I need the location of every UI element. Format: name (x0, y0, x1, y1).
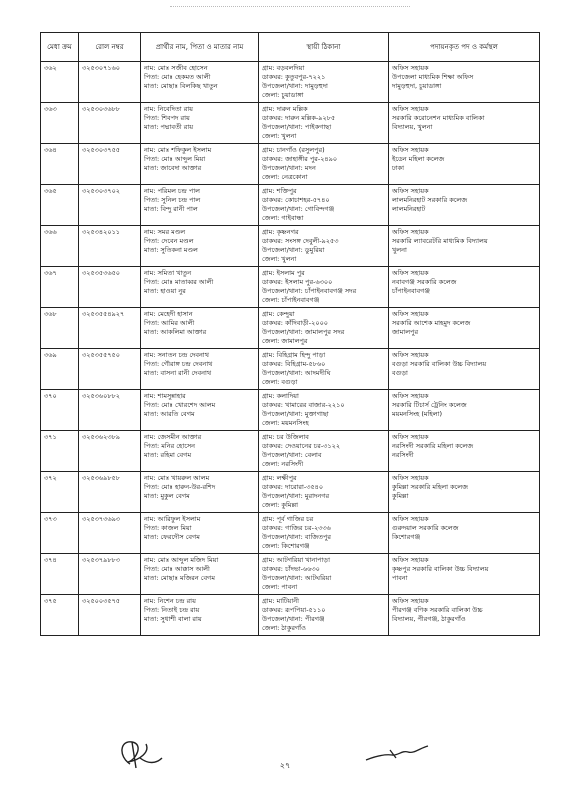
candidate-line: নাম: মেহেদী হাসান (144, 310, 193, 318)
address-line: উপজেলা/থানা: বেলাব (262, 451, 322, 459)
candidate-line: নাম: মোঃ আব্দুল মজিদ মিয়া (144, 556, 219, 564)
posting-line: সরকারি আশেক মাহমুদ কলেজ (392, 319, 471, 327)
roll-cell: ৩২৫০০৩৫৭৫ (79, 595, 141, 636)
serial-cell: ৩৬৯ (41, 349, 79, 390)
serial-cell: ৩৬৬ (41, 226, 79, 267)
posting-line: পীরগঞ্জ বণিক সরকারি বালিকা উচ্চ (392, 606, 483, 614)
roll-cell: ৩২৫৩০৭১৬০ (79, 62, 141, 103)
table-row (41, 513, 540, 554)
posting-line: অফিস সহায়ক (392, 392, 429, 400)
address-cell (259, 308, 389, 349)
posting-line: অফিস সহায়ক (392, 556, 429, 564)
posting-cell (389, 513, 540, 554)
address-line: উপজেলা/থানা: মুক্তাগাছা (262, 410, 329, 418)
candidate-line: নাম: সমিতা খাতুন (144, 269, 192, 277)
posting-line: অফিস সহায়ক (392, 515, 429, 523)
candidate-line: মাতা: রহিমা বেগম (144, 451, 192, 459)
address-line: গ্রাম: বিহিগ্রাম হিন্দু পাড়া (262, 351, 326, 359)
candidate-line: পিতা: নিতাই চন্দ্র রায় (144, 606, 200, 614)
roll-cell: ৩২৫৩৫৫৪৯২৭ (79, 308, 141, 349)
page-number: ২৭ (279, 761, 291, 770)
candidate-line: নাম: সমর মণ্ডল (144, 228, 186, 236)
address-line: গ্রাম: কেন্দুয়া (262, 310, 295, 318)
candidate-line: পিতা: মনির হোসেন (144, 442, 196, 450)
address-line: জেলা: জামালপুর (262, 337, 308, 345)
table-row (41, 267, 540, 308)
candidate-line: নাম: নিশেন চন্দ্র রায় (144, 597, 196, 605)
candidate-line: মাতা: মোছাঃ বিলকিছ খাতুন (144, 82, 218, 90)
posting-cell (389, 267, 540, 308)
posting-line: কৃষ্ণপুর সরকারি বালিকা উচ্চ বিদ্যালয় (392, 565, 489, 573)
roll-cell: ৩২৫৩৬২৩৮৯ (79, 431, 141, 472)
candidate-cell (141, 185, 259, 226)
address-cell (259, 390, 389, 431)
address-line: উপজেলা/থানা: মদন (262, 164, 316, 172)
candidate-line: নাম: মোঃ খায়রুল আলম (144, 474, 210, 482)
candidate-line: মাতা: বাসনা রানী দেবনাথ (144, 369, 212, 377)
candidate-line: মাতা: সুধাশী বালা রায় (144, 615, 202, 623)
candidate-cell (141, 62, 259, 103)
candidate-line: মাতা: ফেরদৌস বেগম (144, 533, 200, 541)
address-line: গ্রাম: আটগরিয়া খানাপাড়া (262, 556, 330, 564)
candidate-line: মাতা: পদ্মাবতী রায় (144, 123, 194, 131)
posting-line: দামুড়হুদা, চুয়াডাঙ্গা (392, 82, 442, 90)
address-line: গ্রাম: কৃষ্ণনগর (262, 228, 299, 236)
serial-cell: ৩৭৫ (41, 595, 79, 636)
candidate-cell (141, 226, 259, 267)
candidate-line: নাম: নিবেদিতা রায় (144, 105, 193, 113)
posting-line: লালমনিরহাট (392, 205, 426, 213)
table-row (41, 349, 540, 390)
candidate-line: নাম: সনাতন চন্দ্র দেবনাথ (144, 351, 209, 359)
address-line: উপজেলা/থানা: পাইকগাছা (262, 123, 332, 131)
address-line: উপজেলা/থানা: চাঁপাইনবাবগঞ্জ সদর (262, 287, 357, 295)
address-cell (259, 226, 389, 267)
address-line: গ্রাম: শক্তিপুর (262, 187, 297, 195)
scan-artifact (170, 6, 410, 11)
address-line: ডাকঘর: ইসলাম পুর-৬৩০০ (262, 278, 333, 286)
table-row (41, 431, 540, 472)
posting-line: নবাবগঞ্জ সরকারি কলেজ (392, 278, 457, 286)
address-cell (259, 185, 389, 226)
address-cell (259, 431, 389, 472)
candidate-cell (141, 390, 259, 431)
posting-line: সরকারি করোনেশন মাধ্যমিক বালিকা (392, 114, 485, 122)
address-line: ডাকঘর: বিহিগ্রাম-৫৮৬০ (262, 360, 326, 368)
table-row (41, 103, 540, 144)
address-line: উপজেলা/থানা: বাজিতপুর (262, 533, 331, 541)
serial-cell: ৩৬৪ (41, 144, 79, 185)
posting-line: ময়মনসিংহ (মহিলা) (392, 410, 443, 418)
signature-left (110, 734, 180, 774)
address-line: গ্রাম: চানগাঁও (রসুলপুর) (262, 146, 325, 154)
candidate-line: মাতা: মোছাঃ মজিরন বেগম (144, 574, 215, 582)
candidate-line: পিতা: গৌরাঙ্গ চন্দ্র দেবনাথ (144, 360, 213, 368)
address-line: জেলা: খুলনা (262, 255, 297, 263)
posting-cell (389, 431, 540, 472)
posting-line: অফিস সহায়ক (392, 146, 429, 154)
posting-line: অফিস সহায়ক (392, 433, 429, 441)
candidate-line: পিতা: মোঃ মাতাব্বর আলী (144, 278, 214, 286)
address-line: জেলা: চুয়াডাঙ্গা (262, 91, 304, 99)
address-line: জেলা: কিশোরগঞ্জ (262, 542, 310, 550)
candidate-line: পিতা: মোঃ আক্কাস আলী (144, 565, 210, 573)
header-posting: পদায়নকৃত পদ ও কর্মস্থল (389, 33, 540, 62)
address-line: জেলা: নেত্রকোনা (262, 173, 308, 181)
address-line: ডাকঘর: কুতুবপুর-৭২২১ (262, 73, 326, 81)
address-line: ডাকঘর: রূপপিয়া-৫১১০ (262, 606, 326, 614)
address-line: গ্রাম: চর উজিলাব (262, 433, 309, 441)
serial-cell: ৩৭২ (41, 472, 79, 513)
serial-cell: ৩৭১ (41, 431, 79, 472)
candidate-line: মাতা: সুতিকনা মণ্ডল (144, 246, 198, 254)
address-cell (259, 554, 389, 595)
posting-line: বিদ্যালয়, পীরগঞ্জ, ঠাকুরগাঁও (392, 615, 466, 623)
candidate-line: মাতা: জাবেদা আক্তার (144, 164, 202, 172)
posting-line: বিদ্যালয়, খুলনা (392, 123, 433, 131)
posting-line: অফিস সহায়ক (392, 269, 429, 277)
candidate-cell (141, 431, 259, 472)
posting-cell (389, 185, 540, 226)
address-line: জেলা: নরসিংদী (262, 460, 304, 468)
candidate-line: পিতা: কাজল মিয়া (144, 524, 192, 532)
candidate-line: পিতা: শিবপদ রায় (144, 114, 190, 122)
address-line: উপজেলা/থানা: আদমদীঘি (262, 369, 331, 377)
results-table (40, 32, 540, 636)
candidate-cell (141, 554, 259, 595)
posting-cell (389, 472, 540, 513)
address-line: জেলা: চাঁপাইনবাবগঞ্জ (262, 296, 320, 304)
posting-line: খুলনা (392, 246, 407, 254)
address-line: ডাকঘর: জাহাঙ্গীর পুর-২৪৯০ (262, 155, 338, 163)
posting-cell (389, 554, 540, 595)
candidate-line: পিতা: মোঃ আব্দুল মিয়া (144, 155, 206, 163)
table-row (41, 226, 540, 267)
address-line: ডাকঘর: কাঁদিবাড়ী-২০০০ (262, 319, 329, 327)
candidate-cell (141, 472, 259, 513)
candidate-line: মাতা: হাওয়া নুর (144, 287, 186, 295)
address-cell (259, 595, 389, 636)
address-line: ডাকঘর: দারুন মল্লিক-৯২৮৫ (262, 114, 336, 122)
table-header-row (41, 33, 540, 62)
candidate-line: নাম: মোঃ শফিকুল ইসলাম (144, 146, 212, 154)
posting-line: অফিস সহায়ক (392, 187, 429, 195)
posting-line: বগুড়া (392, 369, 408, 377)
serial-cell: ৩৭৪ (41, 554, 79, 595)
serial-cell: ৩৬৭ (41, 267, 79, 308)
candidate-cell (141, 308, 259, 349)
serial-cell: ৩৬২ (41, 62, 79, 103)
address-line: গ্রাম: লক্ষীপুর (262, 474, 297, 482)
posting-cell (389, 62, 540, 103)
address-line: জেলা: বগুড়া (262, 378, 298, 386)
address-line: জেলা: ঠাকুরগাঁও (262, 624, 306, 632)
posting-line: অফিস সহায়ক (392, 310, 429, 318)
roll-cell: ৩২৫৩৫৩৬৫০ (79, 267, 141, 308)
candidate-line: পিতা: মোঃ খোরশেদ আলম (144, 401, 216, 409)
candidate-line: নাম: আরিফুল ইসলাম (144, 515, 201, 523)
candidate-line: মাতা: আরতি বেগম (144, 410, 195, 418)
table-row (41, 144, 540, 185)
roll-cell: ৩২৫৩৭৩৬৯৩ (79, 513, 141, 554)
candidate-line: পিতা: মোঃ হারুন-উর-রশিদ (144, 483, 216, 491)
table-row (41, 62, 540, 103)
address-line: গ্রাম: কলাদিয়া (262, 392, 299, 400)
address-line: উপজেলা/থানা: জামালপুর সদর (262, 328, 345, 336)
table-row (41, 595, 540, 636)
address-cell (259, 103, 389, 144)
roll-cell: ৩২৫৩০৩৬৮৮ (79, 103, 141, 144)
posting-line: অফিস সহায়ক (392, 351, 429, 359)
candidate-cell (141, 267, 259, 308)
header-name: প্রার্থীর নাম, পিতা ও মাতার নাম (141, 33, 259, 62)
serial-cell: ৩৬৮ (41, 308, 79, 349)
table-row (41, 472, 540, 513)
address-line: গ্রাম: দারুন মল্লিক (262, 105, 308, 113)
posting-line: সরকারি ল্যাবরেটরি মাধ্যমিক বিদ্যালয় (392, 237, 488, 245)
address-line: ডাকঘর: খামারের বাজার-২২১০ (262, 401, 345, 409)
roll-cell: ৩২৫৩৫৫৭৫০ (79, 349, 141, 390)
address-cell (259, 62, 389, 103)
posting-cell (389, 144, 540, 185)
address-line: ডাকঘর: দারোরা-৩৫৪০ (262, 483, 324, 491)
posting-line: ঢাকা (392, 164, 404, 172)
address-line: ডাকঘর: গাজির চর-২৩৩৬ (262, 524, 331, 532)
address-line: ডাকঘর: চাঁদভা-৬৬৩০ (262, 565, 320, 573)
posting-cell (389, 103, 540, 144)
candidate-cell (141, 103, 259, 144)
candidate-line: নাম: শামসুন্নাহার (144, 392, 186, 400)
candidate-line: পিতা: আমির আলী (144, 319, 195, 327)
address-line: উপজেলা/থানা: দামুড়হুদা (262, 82, 328, 90)
posting-line: ইডেন মহিলা কলেজ (392, 155, 445, 163)
posting-line: অফিস সহায়ক (392, 228, 429, 236)
candidate-cell (141, 349, 259, 390)
posting-line: গুরুদয়াল সরকারি কলেজ (392, 524, 459, 532)
address-cell (259, 472, 389, 513)
candidate-line: নাম: পরিমল চন্দ্র পাল (144, 187, 200, 195)
candidate-cell (141, 513, 259, 554)
posting-cell (389, 349, 540, 390)
posting-line: কিশোরগঞ্জ (392, 533, 421, 541)
roll-cell: ৩২৫৩০৩৭০২ (79, 185, 141, 226)
posting-line: উপজেলা মাধ্যমিক শিক্ষা অফিস (392, 73, 474, 81)
address-line: গ্রাম: পূর্ব গাজির চর (262, 515, 314, 523)
header-serial: মেধা ক্রম (41, 33, 79, 62)
address-line: উপজেলা/থানা: মুরাদনগর (262, 492, 330, 500)
candidate-cell (141, 144, 259, 185)
posting-line: নরসিংদী (392, 451, 414, 459)
header-address: স্থায়ী ঠিকানা (259, 33, 389, 62)
address-line: গ্রাম: বড়বলদিয়া (262, 64, 305, 72)
address-cell (259, 267, 389, 308)
posting-line: চাঁপাইনবাবগঞ্জ (392, 287, 430, 295)
table-row (41, 308, 540, 349)
roll-cell: ৩২৫৩৭৯৮৮৩ (79, 554, 141, 595)
signature-right (362, 742, 432, 766)
posting-line: কুমিল্লা সরকারি মহিলা কলেজ (392, 483, 468, 491)
posting-cell (389, 390, 540, 431)
posting-line: অফিস সহায়ক (392, 64, 429, 72)
address-line: ডাকঘর: দেওয়ানের চর-৩১২২ (262, 442, 341, 450)
candidate-line: পিতা: সুনিল চন্দ্র পাল (144, 196, 201, 204)
candidate-cell (141, 595, 259, 636)
address-line: গ্রাম: ইসলাম পুর (262, 269, 305, 277)
roll-cell: ৩২৫৩৬৯৮৫৮ (79, 472, 141, 513)
roll-cell: ৩২৫৩৬০৮৮২ (79, 390, 141, 431)
posting-cell (389, 595, 540, 636)
serial-cell: ৩৬৫ (41, 185, 79, 226)
posting-line: অফিস সহায়ক (392, 597, 429, 605)
address-line: জেলা: পাবনা (262, 583, 298, 591)
address-cell (259, 513, 389, 554)
posting-cell (389, 308, 540, 349)
address-line: জেলা: খুলনা (262, 132, 297, 140)
posting-line: লালমনিরহাট সরকারি কলেজ (392, 196, 468, 204)
address-line: গ্রাম: মাটিয়ানী (262, 597, 299, 605)
serial-cell: ৩৭০ (41, 390, 79, 431)
address-line: উপজেলা/থানা: ডুমুরিয়া (262, 246, 325, 254)
candidate-line: পিতা: মোঃ হেকমত আলী (144, 73, 211, 81)
posting-line: কুমিল্লা (392, 492, 409, 500)
roll-cell: ৩২৫৩৪২০১১ (79, 226, 141, 267)
header-roll: রোল নম্বর (79, 33, 141, 62)
address-line: উপজেলা/থানা: গোবিন্দগঞ্জ (262, 205, 335, 213)
table-row (41, 554, 540, 595)
candidate-line: মাতা: আকলিমা আক্তার (144, 328, 207, 336)
posting-line: পাবনা (392, 574, 408, 582)
serial-cell: ৩৬৩ (41, 103, 79, 144)
posting-line: বগুড়া সরকারি বালিকা উচ্চ বিদ্যালয় (392, 360, 487, 368)
posting-line: সরকারি টিচার্স ট্রেনিং কলেজ (392, 401, 467, 409)
address-line: ডাকঘর: সংসঙ্গ দেবুলী-৯২৫৩ (262, 237, 339, 245)
roll-cell: ৩২৫৩০৩৭৫৫ (79, 144, 141, 185)
candidate-line: মাতা: মুকুল বেগম (144, 492, 190, 500)
address-line: জেলা: কুমিল্লা (262, 501, 298, 509)
candidate-line: নাম: মোঃ সজীব হোসেন (144, 64, 208, 72)
candidate-line: মাতা: বিন্দু রানী পাল (144, 205, 198, 213)
candidate-line: পিতা: দেবেন মণ্ডল (144, 237, 194, 245)
posting-line: অফিস সহায়ক (392, 105, 429, 113)
posting-line: জামালপুর (392, 328, 419, 336)
address-line: জেলা: ময়মনসিংহ (262, 419, 309, 427)
table-row (41, 185, 540, 226)
table-row (41, 390, 540, 431)
posting-cell (389, 226, 540, 267)
address-line: উপজেলা/থানা: আটঘরিয়া (262, 574, 332, 582)
posting-line: অফিস সহায়ক (392, 474, 429, 482)
address-cell (259, 144, 389, 185)
candidate-line: নাম: জেসমীন আক্তার (144, 433, 202, 441)
address-cell (259, 349, 389, 390)
address-line: উপজেলা/থানা: পীরগঞ্জ (262, 615, 325, 623)
address-line: ডাকঘর: কোচাশহর-৫৭৪০ (262, 196, 330, 204)
serial-cell: ৩৭৩ (41, 513, 79, 554)
posting-line: নরসিংদী সরকারি মহিলা কলেজ (392, 442, 474, 450)
address-line: জেলা: গাইবান্ধা (262, 214, 304, 222)
